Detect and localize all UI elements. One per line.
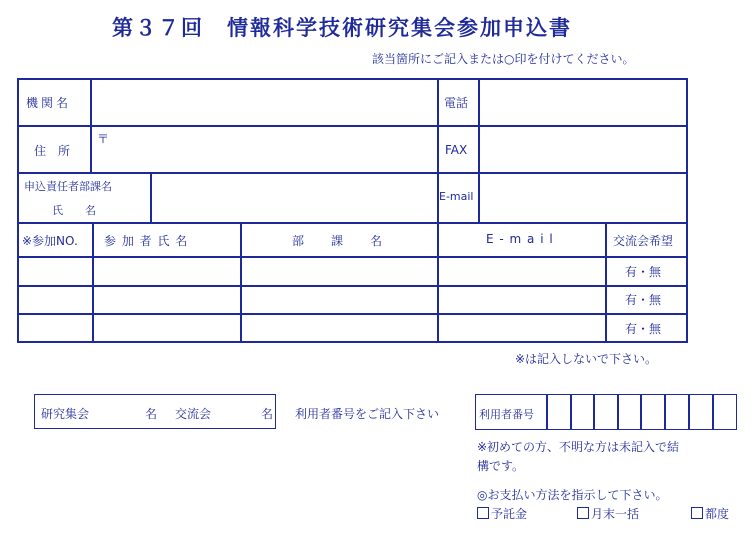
first-time-note-line2: 構です。	[477, 459, 525, 473]
col-header-name: 参 加 者 氏 名	[104, 234, 189, 248]
payment-prompt: ◎お支払い方法を指示して下さい。	[477, 488, 668, 502]
user-digit-divider-3	[617, 394, 619, 430]
fax-label: FAX	[445, 143, 468, 157]
instruction-text: 該当箇所にご記入または○印を付けてください。	[372, 52, 635, 66]
col-header-no: ※参加NO.	[22, 234, 78, 248]
frame-row1	[17, 125, 687, 127]
tel-input[interactable]	[482, 81, 682, 123]
frame-v-p2	[240, 222, 242, 343]
frame-prow1	[17, 285, 687, 287]
col-header-dept: 部 課 名	[292, 234, 384, 248]
payment-option-monthly[interactable]	[577, 505, 639, 522]
frame-right	[686, 78, 688, 343]
org-label: 機関名	[26, 96, 72, 110]
user-number-label: 利用者番号	[479, 408, 534, 421]
frame-v-p1	[92, 222, 94, 343]
frame-top	[17, 78, 687, 80]
counts-label-social: 交流会	[175, 407, 212, 421]
postal-mark: 〒	[97, 132, 110, 146]
col-header-social: 交流会希望	[613, 234, 674, 248]
address-input[interactable]	[94, 128, 434, 170]
participant-choice-1[interactable]: 有・無	[625, 265, 662, 279]
payment-option-label: 予託金	[491, 507, 528, 521]
frame-left	[17, 78, 19, 343]
frame-v-p4	[605, 222, 607, 343]
payment-option-label: 都度	[705, 507, 730, 521]
counts-input-research[interactable]	[96, 400, 140, 424]
counts-unit-research: 名	[145, 407, 158, 421]
frame-v-org	[90, 78, 92, 172]
col-header-email: E - m a i l	[486, 232, 554, 246]
counts-unit-social: 名	[261, 407, 274, 421]
counts-input-social[interactable]	[218, 400, 258, 424]
resp-label-line2: 氏 名	[52, 204, 96, 217]
payment-option-prepaid[interactable]	[477, 505, 527, 522]
resp-label-line1: 申込責任者部課名	[24, 180, 112, 193]
frame-bottom	[17, 341, 687, 343]
frame-prow2	[17, 313, 687, 315]
org-input[interactable]	[94, 81, 434, 123]
counts-label-research: 研究集会	[41, 407, 90, 421]
user-number-prompt: 利用者番号をご記入下さい	[295, 407, 440, 421]
frame-hdr-bottom	[17, 256, 687, 258]
checkbox-icon[interactable]	[691, 507, 703, 519]
payment-option-each-time[interactable]	[691, 505, 729, 522]
payment-option-label: 月末一括	[591, 507, 640, 521]
user-digit-divider-5	[664, 394, 666, 430]
email-input[interactable]	[482, 175, 682, 220]
user-digit-divider-0	[546, 394, 548, 430]
form-title: 第３７回 情報科学技術研究集会参加申込書	[112, 16, 572, 40]
checkbox-icon[interactable]	[477, 507, 489, 519]
participant-choice-3[interactable]: 有・無	[625, 322, 662, 336]
address-label: 住 所	[34, 144, 71, 158]
user-digit-divider-4	[640, 394, 642, 430]
participants-note: ※は記入しないで下さい。	[515, 352, 658, 366]
frame-v-tel	[478, 78, 480, 222]
email-label: E-mail	[439, 190, 474, 203]
resp-input[interactable]	[154, 175, 434, 220]
fax-input[interactable]	[482, 128, 682, 170]
user-digit-divider-7	[712, 394, 714, 430]
user-digit-divider-1	[570, 394, 572, 430]
participant-choice-2[interactable]: 有・無	[625, 293, 662, 307]
user-digit-divider-2	[593, 394, 595, 430]
checkbox-icon[interactable]	[577, 507, 589, 519]
frame-row3	[17, 222, 687, 224]
tel-label: 電話	[444, 96, 469, 110]
frame-row2	[17, 172, 687, 174]
user-digit-divider-6	[688, 394, 690, 430]
first-time-note-line1: ※初めての方、不明な方は未記入で結	[477, 440, 680, 454]
frame-v-mid	[437, 78, 439, 343]
frame-v-resp	[150, 172, 152, 222]
